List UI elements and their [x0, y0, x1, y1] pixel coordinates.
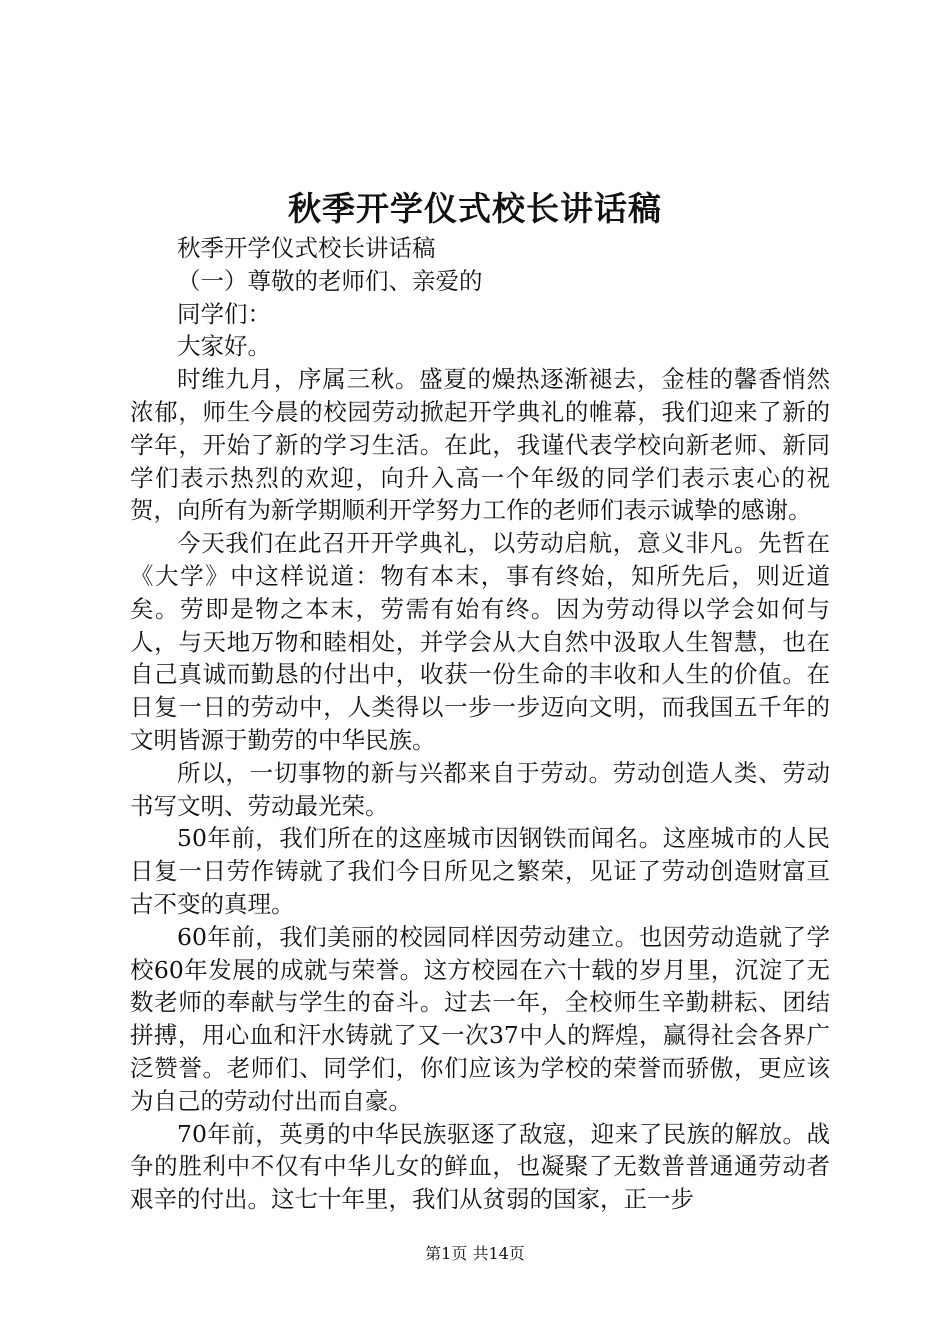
paragraph-body: 时维九月，序属三秋。盛夏的燥热逐渐褪去，金桂的馨香悄然浓郁，师生今晨的校园劳动掀起开学典礼的帷幕，我们迎来了新的学年，开始了新的学习生活。在此，我谨代表学校向新老师、新同学们表示热烈的欢迎，向升入高一个年级的同学们表示衷心的祝贺，向所有为新学期顺利开学努力工作的老师们表示诚挚的感谢。: [130, 365, 830, 525]
paragraph-body: 70年前，英勇的中华民族驱逐了敌寇，迎来了民族的解放。战争的胜利中不仅有中华儿女的鲜血，也凝聚了无数普普通通劳动者艰辛的付出。这七十年里，我们从贫弱的国家，正一步: [130, 1119, 830, 1214]
paragraph-subtitle: 秋季开学仪式校长讲话稿: [177, 234, 436, 262]
paragraph-body: 60年前，我们美丽的校园同样因劳动建立。也因劳动造就了学校60年发展的成就与荣誉。这方校园在六十载的岁月里，沉淀了无数老师的奉献与学生的奋斗。过去一年，全校师生辛勤耕耘、团结拼搏，用心血和汗水铸就了又一次37中人的辉煌，赢得社会各界广泛赞誉。老师们、同学们，你们应该为学校的荣誉而骄傲，更应该为自己的劳动付出而自豪。: [130, 922, 830, 1115]
document-title: 秋季开学仪式校长讲话稿: [288, 189, 662, 228]
paragraph-salutation-1: （一）尊敬的老师们、亲爱的: [177, 266, 483, 295]
document-body: [130, 232, 830, 1216]
paragraph-body: 今天我们在此召开开学典礼，以劳动启航，意义非凡。先哲在《大学》中这样说道：物有本末，事有终始，知所先后，则近道矣。劳即是物之本末，劳需有始有终。因为劳动得以学会如何与人，与天地万物和睦相处，并学会从大自然中汲取人生智慧，也在自己真诚而勤恳的付出中，收获一份生命的丰收和人生的价值。在日复一日的劳动中，人类得以一步一步迈向文明，而我国五千年的文明皆源于勤劳的中华民族。: [130, 529, 830, 754]
paragraph-salutation-2: 同学们：: [177, 299, 271, 328]
page-footer: 第1页 共14页: [425, 1244, 525, 1263]
paragraph-body: 所以，一切事物的新与兴都来自于劳动。劳动创造人类、劳动书写文明、劳动最光荣。: [130, 758, 830, 820]
paragraph-body: 50年前，我们所在的这座城市因钢铁而闻名。这座城市的人民日复一日劳作铸就了我们今日所见之繁荣，见证了劳动创造财富亘古不变的真理。: [130, 824, 830, 918]
paragraph-greeting: 大家好。: [177, 332, 271, 361]
